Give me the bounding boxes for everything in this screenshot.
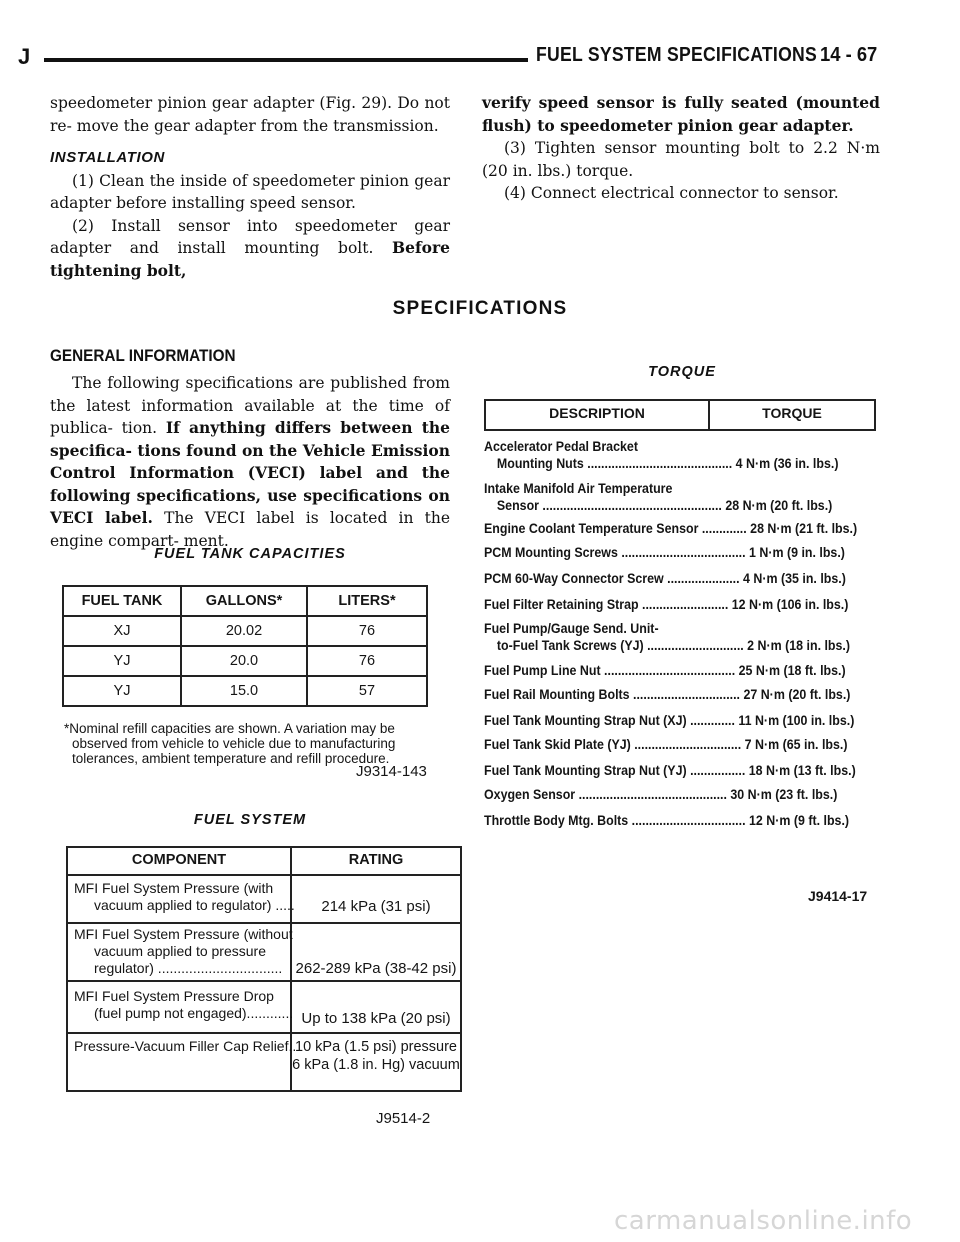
fuel-system-rating: Up to 138 kPa (20 psi): [301, 1010, 451, 1027]
table-cell: 20.02: [181, 616, 307, 646]
table-cell: 76: [307, 616, 427, 646]
torque-header-torque: TORQUE: [762, 405, 822, 421]
table-row: [63, 616, 427, 646]
fuel-system-component: [74, 926, 293, 977]
torque-line: Mounting Nuts .......................................... 4 N·m (36 in. lbs.): [496, 456, 839, 471]
list-item: [484, 786, 837, 803]
fuel-system-rating: 262-289 kPa (38-42 psi): [295, 960, 457, 977]
list-item: [484, 712, 854, 729]
torque-figure-id: J9414-17: [808, 888, 868, 904]
fuel-system-row-divider: [68, 980, 460, 982]
table-cell: 76: [307, 646, 427, 676]
component-line: regulator) ................................: [94, 960, 283, 976]
component-line: Pressure-Vacuum Filler Cap Relief..: [74, 1038, 297, 1054]
list-item: [484, 736, 847, 753]
torque-line: Fuel Rail Mounting Bolts ............................... 27 N·m (20 ft. lbs.): [484, 687, 851, 702]
torque-line: PCM 60-Way Connector Screw ..................... 4 N·m (35 in. lbs.): [484, 571, 846, 586]
component-line: MFI Fuel System Pressure (without: [74, 926, 293, 942]
table-cell: XJ: [63, 616, 181, 646]
step-2-text: (2) Install sensor into speedometer gear adapter and install mounting bolt.: [50, 216, 450, 257]
torque-line: Fuel Filter Retaining Strap ......................... 12 N·m (106 in. lbs.): [484, 597, 849, 612]
table-cell: YJ: [63, 646, 181, 676]
list-item: [484, 596, 848, 613]
right-column-text: [482, 92, 880, 205]
torque-line: Engine Coolant Temperature Sensor ............. 28 N·m (21 ft. lbs.): [484, 521, 858, 536]
specifications-title: SPECIFICATIONS: [392, 298, 568, 319]
torque-line: Intake Manifold Air Temperature: [484, 481, 673, 496]
torque-line: Throttle Body Mtg. Bolts ................................. 12 N·m (9 ft. lbs.): [484, 813, 850, 828]
fuel-system-header-divider: [68, 874, 460, 876]
fuel-tank-header-gallons: GALLONS*: [181, 586, 307, 616]
step-1: (1) Clean the inside of speedometer pinion gear adapter before installing speed sensor.: [50, 171, 450, 212]
torque-line: Oxygen Sensor ........................................... 30 N·m (23 ft. lbs.): [484, 787, 838, 802]
warning-continued: verify speed sensor is fully seated (mounted flush) to speedometer pinion gear adapter.: [482, 93, 880, 135]
left-column-text: [50, 92, 450, 282]
header-title: FUEL SYSTEM SPECIFICATIONS: [536, 44, 818, 66]
table-cell: YJ: [63, 676, 181, 706]
torque-line: Accelerator Pedal Bracket: [484, 439, 638, 454]
fuel-system-header-component: COMPONENT: [131, 852, 227, 868]
fuel-system-figure-id: J9514-2: [376, 1110, 431, 1127]
torque-header: [484, 399, 876, 431]
fuel-system-row-divider: [68, 1032, 460, 1034]
paragraph-removal-end: speedometer pinion gear adapter (Fig. 29). Do not re- move the gear adapter from the transmission.: [50, 94, 450, 135]
header-rule: [44, 58, 528, 62]
torque-caption: TORQUE: [648, 364, 716, 380]
rating-line: 10 kPa (1.5 psi) pressure: [295, 1039, 457, 1055]
table-cell: 20.0: [181, 646, 307, 676]
table-cell: 57: [307, 676, 427, 706]
table-cell: 15.0: [181, 676, 307, 706]
list-item: [484, 520, 857, 537]
step-2: [50, 215, 450, 283]
torque-line: Sensor .................................................... 28 N·m (20 ft. lbs.): [496, 498, 833, 513]
torque-line: Fuel Tank Skid Plate (YJ) ............................... 7 N·m (65 in. lbs.): [484, 737, 848, 752]
component-line: vacuum applied to regulator) .....: [94, 897, 295, 913]
rating-line: 6 kPa (1.8 in. Hg) vacuum: [292, 1057, 460, 1073]
torque-list: [484, 438, 924, 838]
torque-line: Fuel Pump/Gauge Send. Unit-: [484, 621, 659, 636]
fuel-tank-header-row: [63, 586, 427, 616]
fuel-tank-header-tank: FUEL TANK: [63, 586, 181, 616]
fuel-system-header-rating: RATING: [348, 852, 404, 868]
installation-heading: INSTALLATION: [50, 149, 165, 166]
torque-line: Fuel Tank Mounting Strap Nut (XJ) ............. 11 N·m (100 in. lbs.): [484, 713, 855, 728]
general-information-text: [50, 372, 450, 552]
fuel-system-component: [74, 988, 293, 1022]
list-item: [484, 812, 849, 829]
fuel-tank-figure: [62, 585, 432, 780]
component-line: (fuel pump not engaged)............: [94, 1005, 294, 1021]
fuel-tank-table: [62, 585, 428, 707]
table-row: [63, 676, 427, 706]
header-letter: J: [18, 44, 31, 69]
table-row: [63, 646, 427, 676]
fuel-tank-figure-id: J9314-143: [356, 763, 427, 780]
fuel-tank-caption: FUEL TANK CAPACITIES: [154, 546, 346, 562]
component-line: vacuum applied to pressure: [94, 943, 266, 959]
step-2-warning: Before tightening bolt,: [50, 238, 450, 280]
fuel-system-row-divider: [68, 922, 460, 924]
page-number: 14 - 67: [820, 44, 878, 66]
general-info-veci-warning: If anything differs between the specifica- tions found on the Vehicle Emission Control Information (VECI) label and the following specifications, use specifications on VECI label.: [50, 418, 450, 527]
general-info-intro: The following specifications are published from the latest information available at the time of publica- tion.: [50, 374, 450, 437]
fuel-tank-note: *Nominal refill capacities are shown. A variation may be observed from vehicle to vehicle due to manufacturing tolerances, ambient temperature and refill procedure.: [64, 721, 396, 766]
step-4: (4) Connect electrical connector to sensor.: [504, 184, 839, 202]
torque-line: Fuel Tank Mounting Strap Nut (YJ) ................ 18 N·m (13 ft. lbs.): [484, 763, 856, 778]
torque-header-description: DESCRIPTION: [549, 405, 645, 421]
general-info-veci-location: The VECI label is located in the engine compart- ment.: [50, 509, 450, 550]
list-item: [484, 570, 846, 587]
fuel-system-caption: FUEL SYSTEM: [193, 812, 307, 828]
torque-line: Fuel Pump Line Nut ...................................... 25 N·m (18 ft. lbs.): [484, 663, 846, 678]
torque-line: PCM Mounting Screws .................................... 1 N·m (9 in. lbs.): [484, 545, 845, 560]
list-item: [484, 686, 850, 703]
list-item: [484, 620, 850, 654]
torque-line: to-Fuel Tank Screws (YJ) ............................ 2 N·m (18 in. lbs.): [496, 638, 851, 653]
list-item: [484, 662, 846, 679]
fuel-tank-header-liters: LITERS*: [307, 586, 427, 616]
list-item: [484, 480, 832, 514]
component-line: MFI Fuel System Pressure Drop: [74, 988, 274, 1004]
general-information-heading: GENERAL INFORMATION: [50, 346, 236, 365]
list-item: [484, 544, 845, 561]
fuel-system-rating: [292, 1038, 460, 1074]
fuel-system-component: [74, 880, 295, 914]
list-item: [484, 762, 856, 779]
component-line: MFI Fuel System Pressure (with: [74, 880, 274, 896]
fuel-system-table: [66, 846, 462, 1092]
fuel-system-rating: 214 kPa (31 psi): [321, 898, 431, 915]
watermark-text: carmanualsonline.info: [614, 1206, 913, 1236]
fuel-system-component: [74, 1038, 296, 1055]
step-3: (3) Tighten sensor mounting bolt to 2.2 N·m (20 in. lbs.) torque.: [482, 139, 880, 180]
list-item: [484, 438, 838, 472]
